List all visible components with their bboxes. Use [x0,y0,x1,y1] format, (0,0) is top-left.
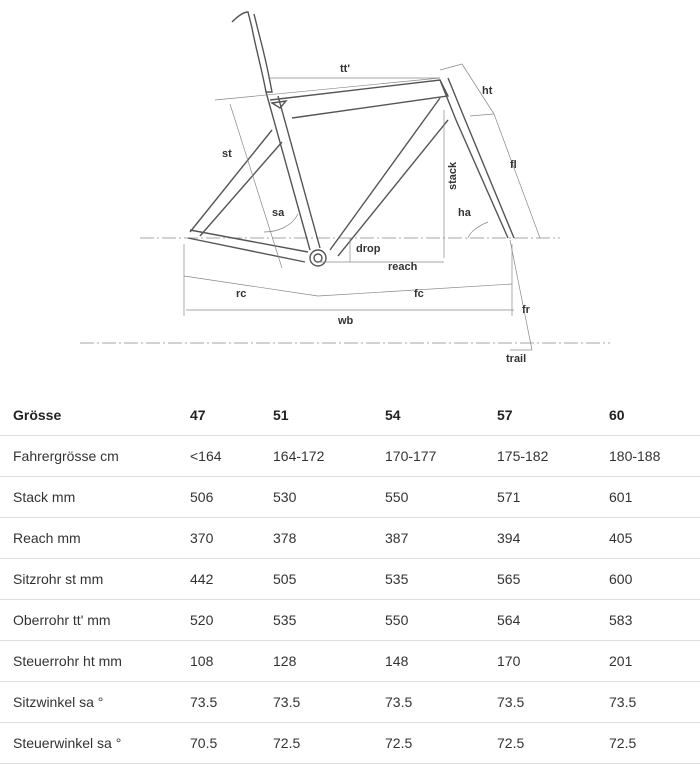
table-cell: 405 [609,518,700,559]
table-cell: 164-172 [273,436,385,477]
row-label: Sitzrohr st mm [0,559,190,600]
label-fc: fc [414,288,424,300]
label-ht: ht [482,85,493,97]
dimension-lines [184,64,540,350]
row-label: Steuerwinkel sa ° [0,723,190,764]
table-cell: 387 [385,518,497,559]
row-label: Fahrergrösse cm [0,436,190,477]
table-cell: 72.5 [609,723,700,764]
table-row [0,436,700,477]
table-row [0,682,700,723]
label-fl: fl [510,159,517,171]
label-drop: drop [356,243,381,255]
row-label: Steuerrohr ht mm [0,641,190,682]
table-row [0,477,700,518]
table-cell: 72.5 [497,723,609,764]
geometry-table [0,395,700,764]
table-cell: 201 [609,641,700,682]
table-cell: 72.5 [385,723,497,764]
table-cell: 73.5 [609,682,700,723]
frame-geometry-diagram [0,0,700,380]
row-label: Sitzwinkel sa ° [0,682,190,723]
table-row [0,641,700,682]
row-label: Reach mm [0,518,190,559]
table-cell: 535 [273,600,385,641]
table-cell: 108 [190,641,273,682]
table-cell: 564 [497,600,609,641]
table-cell: <164 [190,436,273,477]
table-cell: 506 [190,477,273,518]
table-row [0,723,700,764]
table-header-row [0,395,700,436]
label-st: st [222,148,232,160]
label-stack: stack [447,161,459,190]
table-cell: 170-177 [385,436,497,477]
table-cell: 128 [273,641,385,682]
row-label: Stack mm [0,477,190,518]
table-cell: 72.5 [273,723,385,764]
table-cell: 170 [497,641,609,682]
table-cell: 73.5 [385,682,497,723]
header-47: 47 [190,395,273,436]
table-cell: 550 [385,600,497,641]
bike-frame [188,12,514,266]
table-cell: 73.5 [497,682,609,723]
label-fr: fr [522,304,530,316]
row-label: Oberrohr tt' mm [0,600,190,641]
table-cell: 583 [609,600,700,641]
header-60: 60 [609,395,700,436]
table-cell: 550 [385,477,497,518]
table-cell: 571 [497,477,609,518]
table-row [0,518,700,559]
table-cell: 378 [273,518,385,559]
table-cell: 505 [273,559,385,600]
table-cell: 530 [273,477,385,518]
label-wb: wb [338,315,354,327]
table-cell: 370 [190,518,273,559]
table-cell: 520 [190,600,273,641]
table-row [0,600,700,641]
header-57: 57 [497,395,609,436]
header-size: Grösse [0,395,190,436]
table-cell: 565 [497,559,609,600]
table-row [0,559,700,600]
table-cell: 600 [609,559,700,600]
label-trail: trail [506,353,527,365]
table-cell: 148 [385,641,497,682]
label-tt: tt' [340,63,350,75]
table-cell: 535 [385,559,497,600]
table-body [0,436,700,764]
header-51: 51 [273,395,385,436]
label-sa: sa [272,207,285,219]
table-cell: 180-188 [609,436,700,477]
table-cell: 175-182 [497,436,609,477]
label-reach: reach [388,261,418,273]
label-ha: ha [458,207,471,219]
table-cell: 442 [190,559,273,600]
table-cell: 601 [609,477,700,518]
table-cell: 73.5 [273,682,385,723]
table-cell: 394 [497,518,609,559]
table-cell: 70.5 [190,723,273,764]
label-rc: rc [236,288,247,300]
header-54: 54 [385,395,497,436]
table-cell: 73.5 [190,682,273,723]
